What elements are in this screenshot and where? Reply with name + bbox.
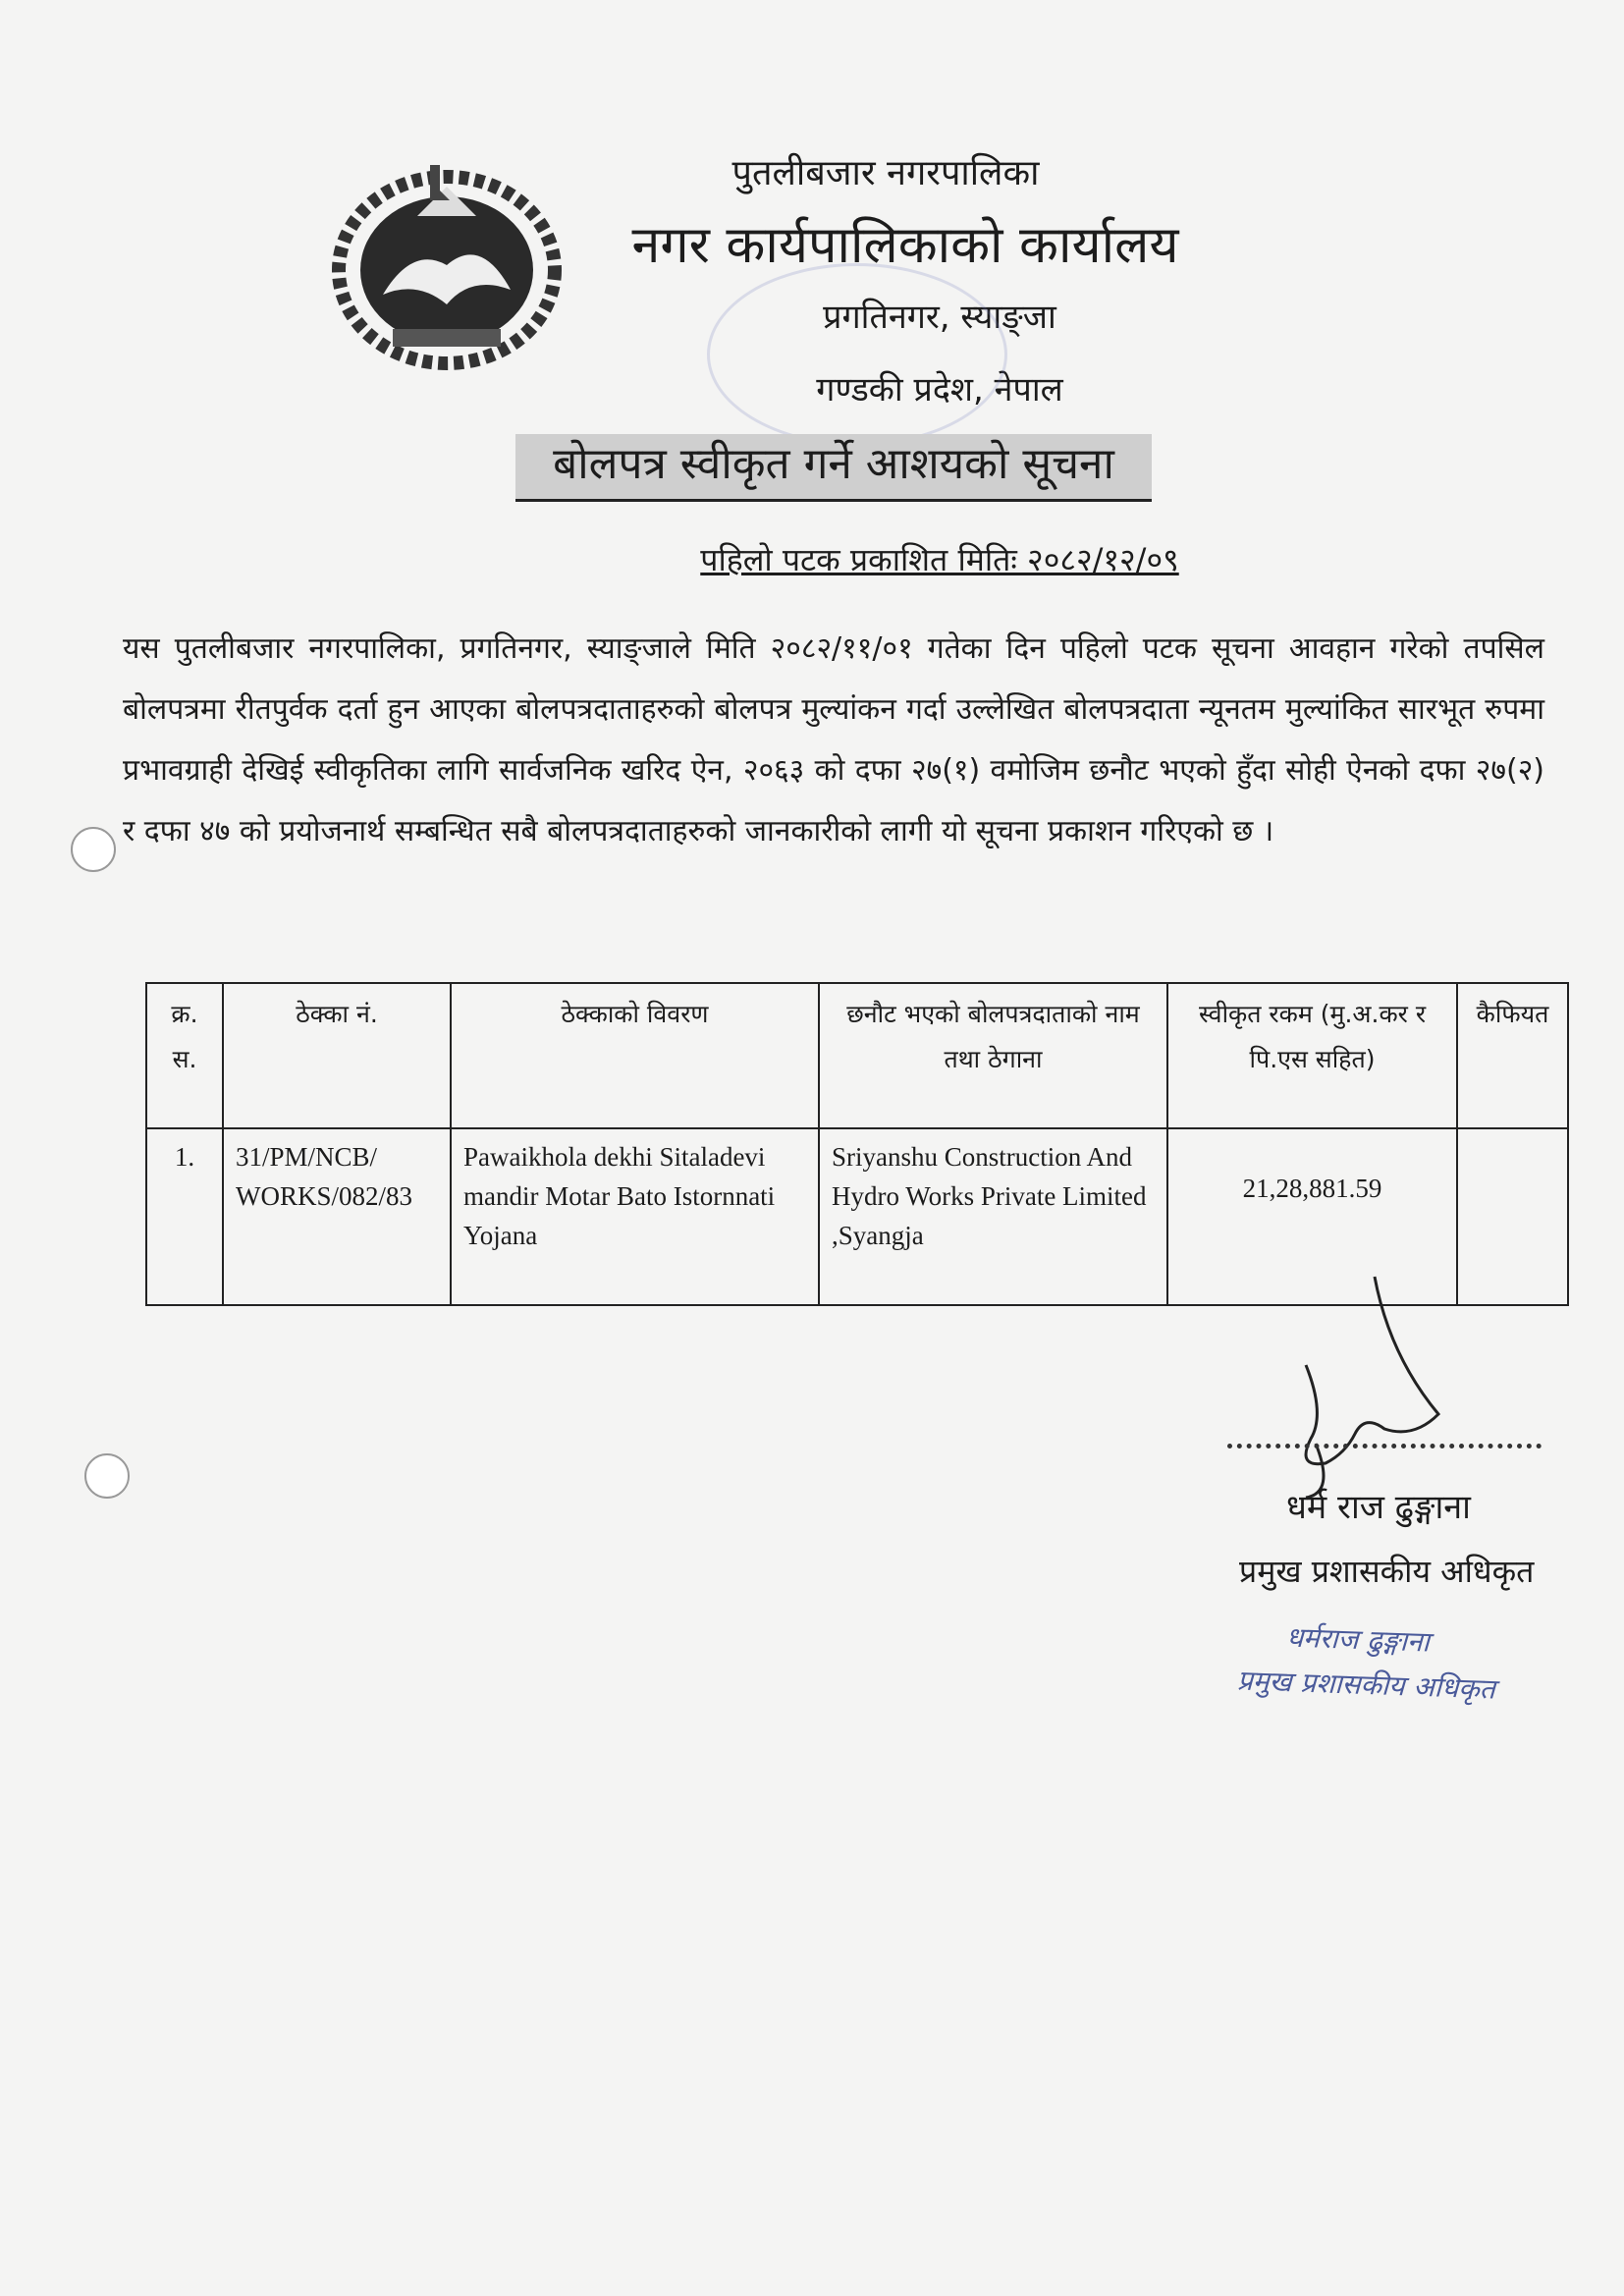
signatory-name: धर्म राज ढुङ्गाना <box>1286 1488 1471 1527</box>
cell-remarks <box>1457 1128 1568 1305</box>
notice-title: बोलपत्र स्वीकृत गर्ने आशयको सूचना <box>515 434 1152 502</box>
header-description: ठेक्काको विवरण <box>451 983 819 1128</box>
punch-hole-icon <box>84 1453 130 1499</box>
cell-sn: 1. <box>146 1128 223 1305</box>
signatory-designation: प्रमुख प्रशासकीय अधिकृत <box>1239 1553 1535 1590</box>
address-line-1: प्रगतिनगर, स्याङ्जा <box>823 298 1056 337</box>
handwritten-signature-icon <box>1267 1267 1453 1503</box>
header-amount: स्वीकृत रकम (मु.अ.कर र पि.एस सहित) <box>1167 983 1457 1128</box>
header-sn: क्र. स. <box>146 983 223 1128</box>
municipality-name: पुतलीबजार नगरपालिका <box>731 153 1040 193</box>
office-name: नगर कार्यपालिकाको कार्यालय <box>631 216 1179 275</box>
signature-line <box>1227 1444 1542 1449</box>
notice-body: यस पुतलीबजार नगरपालिका, प्रगतिनगर, स्याङ्जाले मिति २०८२/११/०१ गतेका दिन पहिलो पटक सूचना आवहान गरेको तपसिल बोलपत्रमा रीतपुर्वक दर्ता हुन आएका बोलपत्रदाताहरुको बोलपत्र मुल्यांकन गर्दा उल्लेखित बोलपत्रदाता न्यूनतम मुल्यांकित सारभूत रुपमा प्रभावग्राही देखिई स्वीकृतिका लागि सार्वजनिक खरिद ऐन, २०६३ को दफा २७(१) वमोजिम छनौट भएको हुँदा सोही ऐनको दफा २७(२) र दफा ४७ को प्रयोजनार्थ सम्बन्धित सबै बोलपत्रदाताहरुको जानकारीको लागी यो सूचना प्रकाशन गरिएको छ । <box>123 631 1544 848</box>
cell-contract-no: 31/PM/NCB/ WORKS/082/83 <box>223 1128 451 1305</box>
seal-designation: प्रमुख प्रशासकीय अधिकृत <box>1236 1664 1496 1706</box>
cell-bidder: Sriyanshu Construction And Hydro Works Private Limited ,Syangja <box>819 1128 1167 1305</box>
header-remarks: कैफियत <box>1457 983 1568 1128</box>
award-table <box>145 982 1569 1306</box>
table-header-row <box>146 983 1568 1128</box>
cell-amount: 21,28,881.59 <box>1167 1128 1457 1305</box>
seal-name: धर्मराज ढुङ्गाना <box>1285 1620 1431 1659</box>
punch-hole-icon <box>71 827 116 872</box>
address-line-2: गण्डकी प्रदेश, नेपाल <box>816 370 1063 410</box>
header-bidder: छनौट भएको बोलपत्रदाताको नाम तथा ठेगाना <box>819 983 1167 1128</box>
header-contract-no: ठेक्का नं. <box>223 983 451 1128</box>
office-stamp-icon <box>707 263 1007 446</box>
notice-title-box <box>515 434 1152 499</box>
publication-date: पहिलो पटक प्रकाशित मितिः २०८२/१२/०९ <box>700 541 1179 578</box>
cell-description: Pawaikhola dekhi Sitaladevi mandir Motar Bato Istornnati Yojana <box>451 1128 819 1305</box>
